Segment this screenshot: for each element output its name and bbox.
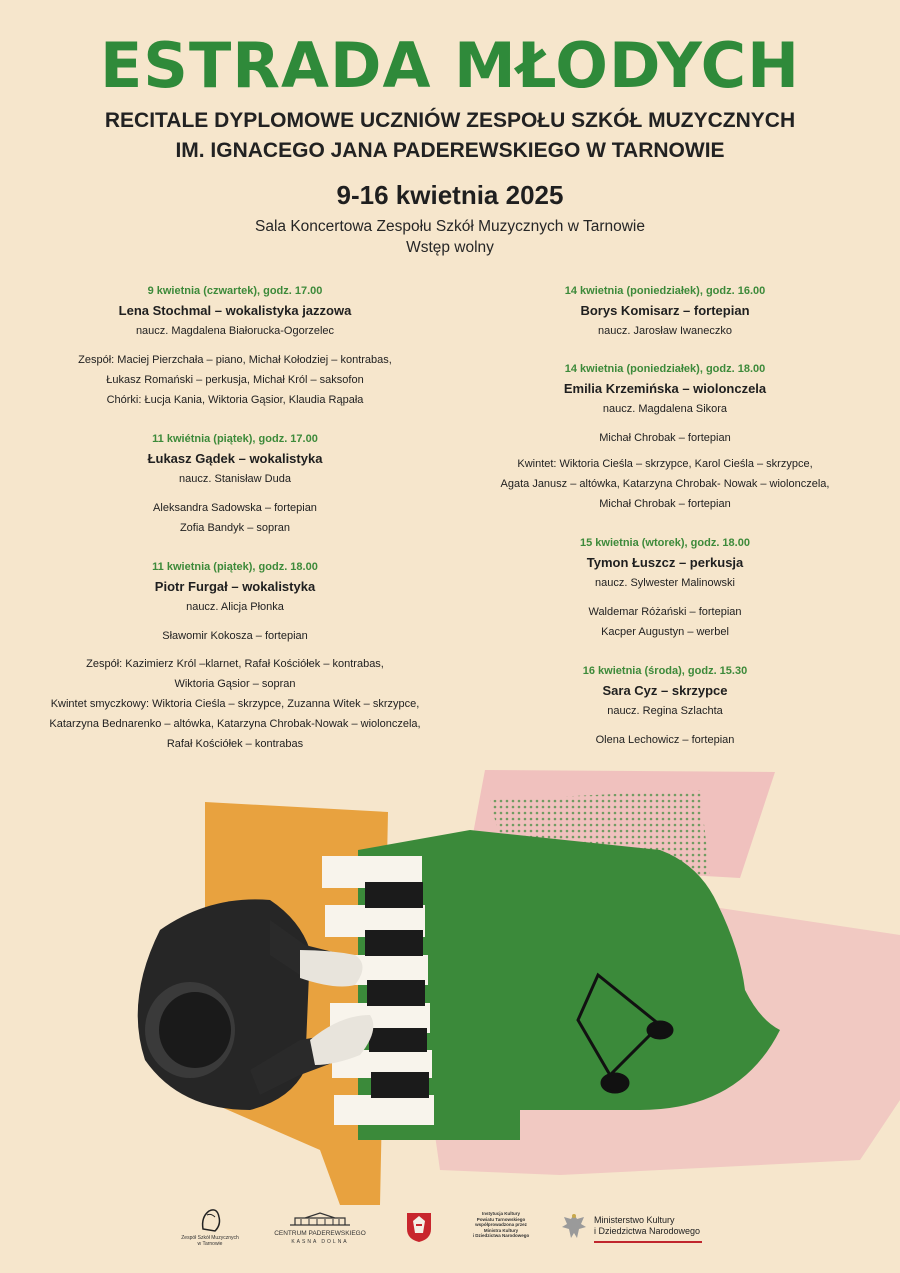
event-date: 14 kwietnia (poniedziałek), godz. 18.00 (564, 363, 766, 375)
event-performer: Tymon Łuszcz – perkusja (586, 555, 744, 570)
event-item (35, 430, 435, 538)
event-performer: Lena Stochmal – wokalistyka jazzowa (118, 303, 352, 318)
instytucja-line: Instytucja Kultury (481, 1211, 520, 1216)
centrum-name: CENTRUM PADEREWSKIEGO (274, 1230, 366, 1237)
event-item (455, 282, 875, 340)
event-line: Kwintet smyczkowy: Wiktoria Cieśla – skrzypce, Zuzanna Witek – skrzypce, (50, 698, 420, 710)
venue-block (0, 216, 900, 258)
event-dates: 9-16 kwietnia 2025 (336, 180, 564, 210)
event-date: 14 kwietnia (poniedziałek), godz. 16.00 (564, 285, 766, 297)
ministry-red-bar (594, 1241, 702, 1243)
venue-name: Sala Koncertowa Zespołu Szkół Muzycznych w Tarnowie (255, 218, 645, 235)
subtitle-line-2: IM. IGNACEGO JANA PADEREWSKIEGO W TARNOWIE (175, 139, 725, 162)
event-performer: Sara Cyz – skrzypce (602, 683, 728, 698)
sponsor-logos (0, 1205, 900, 1260)
event-date: 15 kwietnia (wtorek), godz. 18.00 (580, 537, 750, 549)
event-performer: Łukasz Gądek – wokalistyka (147, 451, 323, 466)
event-line: Agata Janusz – altówka, Katarzyna Chrobak- Nowak – wiolonczela, (500, 478, 830, 490)
instytucja-line: Ministra Kultury (483, 1227, 519, 1233)
ministry-name (594, 1215, 700, 1237)
event-item (35, 282, 435, 410)
event-line: Katarzyna Bednarenko – altówka, Katarzyna Chrobak-Nowak – wiolonczela, (49, 718, 421, 730)
event-performer: Borys Komisarz – fortepian (580, 303, 750, 318)
event-line: Waldemar Różański – fortepian (588, 606, 742, 618)
event-line: Sławomir Kokosza – fortepian (162, 630, 308, 642)
event-teacher: naucz. Regina Szlachta (607, 705, 723, 717)
event-teacher: naucz. Jarosław Iwaneczko (598, 325, 732, 337)
event-line: Łukasz Romański – perkusja, Michał Król – saksofon (106, 374, 364, 386)
ministry-line-2: i Dziedzictwa Narodowego (594, 1226, 701, 1236)
school-logo (180, 1205, 240, 1247)
centrum-paderewskiego-logo (270, 1211, 370, 1246)
paderewski-portrait-icon (195, 1205, 225, 1233)
event-date: 11 kwiétnia (piątek), godz. 17.00 (152, 433, 318, 445)
event-line: Chórki: Łucja Kania, Wiktoria Gąsior, Klaudia Rąpała (106, 394, 364, 406)
event-line: Kwintet: Wiktoria Cieśla – skrzypce, Karol Cieśla – skrzypce, (517, 458, 813, 470)
event-teacher: naucz. Sylwester Malinowski (595, 577, 735, 589)
instytucja-line: i Dziedzictwa Narodowego (472, 1233, 530, 1238)
schedule-left-column (35, 282, 435, 774)
event-line: Aleksandra Sadowska – fortepian (153, 502, 317, 514)
poster-title: ESTRADA MŁODYCH (99, 29, 801, 102)
centrum-sub: KASNA DOLNA (291, 1239, 349, 1245)
event-line: Zofia Bandyk – sopran (179, 522, 291, 534)
tarnow-county-crest (404, 1211, 434, 1245)
event-line: Michał Chrobak – fortepian (599, 498, 731, 510)
manor-house-icon (285, 1211, 355, 1227)
event-line: Michał Chrobak – fortepian (599, 432, 731, 444)
event-item (455, 662, 875, 750)
entry-info: Wstęp wolny (406, 239, 494, 256)
instytucja-line: współprowadzona przez (475, 1222, 527, 1227)
event-line: Rafał Kościółek – kontrabas (166, 738, 304, 750)
instytucja-line: Powiatu Tarnowskiego (476, 1216, 526, 1222)
school-caption-1: Zespół Szkół Muzycznych (181, 1235, 239, 1241)
event-performer: Piotr Furgał – wokalistyka (154, 579, 316, 594)
ministry-line-1: Ministerstwo Kultury (594, 1215, 675, 1225)
coat-of-arms-icon (405, 1211, 433, 1243)
event-teacher: naucz. Magdalena Białorucka-Ogorzelec (135, 325, 335, 337)
event-teacher: naucz. Stanisław Duda (179, 473, 291, 485)
event-line: Zespół: Maciej Pierzchała – piano, Michał Kołodziej – kontrabas, (78, 354, 392, 366)
event-item (455, 360, 875, 514)
event-line: Wiktoria Gąsior – sopran (174, 678, 296, 690)
event-item (455, 534, 875, 642)
event-line: Kacper Augustyn – werbel (601, 626, 729, 638)
poster-subtitle (0, 106, 900, 166)
polish-eagle-icon (560, 1211, 588, 1241)
event-line: Zespół: Kazimierz Król –klarnet, Rafał Kościółek – kontrabas, (86, 658, 384, 670)
pianist-illustration (0, 760, 900, 1210)
instytucja-kultury-text (462, 1211, 540, 1239)
subtitle-line-1: RECITALE DYPLOMOWE UCZNIÓW ZESPOŁU SZKÓŁ MUZYCZNYCH (104, 109, 796, 132)
event-teacher: naucz. Magdalena Sikora (602, 403, 728, 415)
school-caption-2: w Tarnowie (197, 1241, 223, 1247)
ministry-logo (560, 1211, 720, 1243)
event-date: 11 kwietnia (piątek), godz. 18.00 (152, 561, 318, 573)
event-line: Olena Lechowicz – fortepian (595, 734, 735, 746)
event-performer: Emilia Krzemińska – wiolonczela (563, 381, 767, 396)
event-item (35, 558, 435, 754)
event-date: 9 kwietnia (czwartek), godz. 17.00 (147, 285, 323, 297)
event-teacher: naucz. Alicja Płonka (186, 601, 284, 613)
schedule-right-column (455, 282, 875, 770)
event-date: 16 kwietnia (środa), godz. 15.30 (582, 665, 748, 677)
